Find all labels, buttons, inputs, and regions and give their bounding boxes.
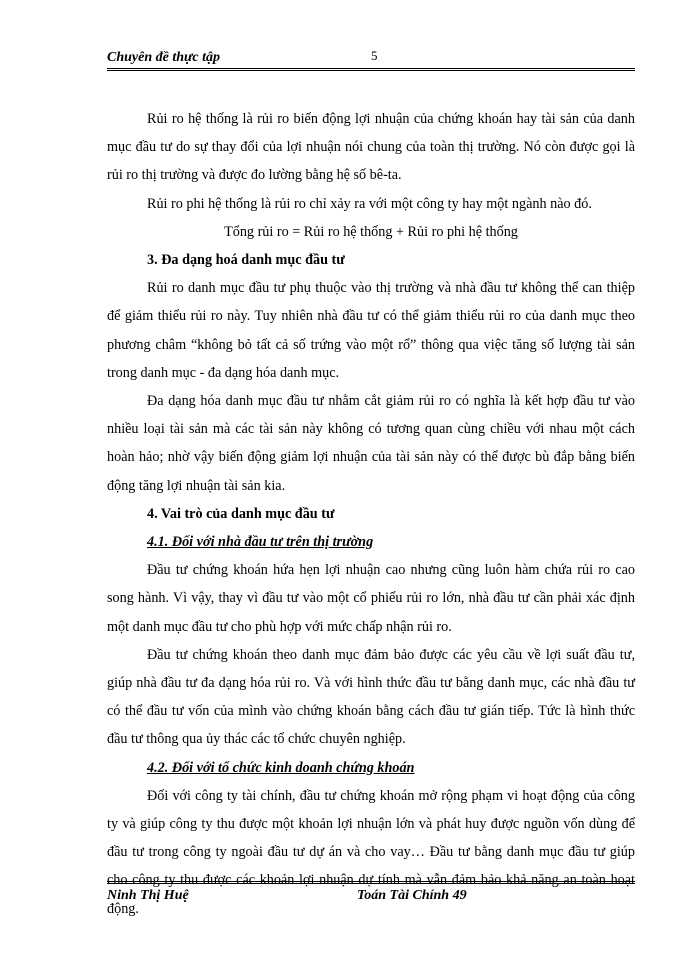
- header-title: Chuyên đề thực tập: [107, 50, 221, 65]
- subsection-heading-4-1: 4.1. Đối với nhà đầu tư trên thị trường: [147, 534, 374, 551]
- paragraph-securities-firm: Đối với công ty tài chính, đầu tư chứng khoán mở rộng phạm vi hoạt động của công ty và giúp công ty thu được một khoản lợi nhuận lớn và phát huy được nguồn vốn dùng để đầu tư trong công ty ngoài đầu tư dự án và cho vay… Đầu tư bằng danh mục đầu tư giúp cho công ty thu được các khoản lợi nhuận dự tính mà vẫn đảm bảo khả năng an toàn hoạt động.: [107, 787, 635, 917]
- section-heading-4: 4. Vai trò của danh mục đầu tư: [147, 505, 335, 522]
- footer-author: Ninh Thị Huệ: [107, 888, 189, 903]
- document-body: [107, 105, 635, 923]
- paragraph-diversification: Đa dạng hóa danh mục đầu tư nhằm cắt giảm rủi ro có nghĩa là kết hợp đầu tư vào nhiều loại tài sản mà các tài sản này không có tương quan cùng chiều với nhau một cách hoàn hảo; nhờ vậy biến động giảm lợi nhuận của tài sản này có thể được bù đắp bằng biến động tăng lợi nhuận tài sản kia.: [107, 393, 635, 494]
- page-header: [107, 44, 635, 71]
- section-heading-3: 3. Đa dạng hoá danh mục đầu tư: [147, 252, 345, 269]
- paragraph-portfolio-risk: Rủi ro danh mục đầu tư phụ thuộc vào thị trường và nhà đầu tư không thể can thiệp để giảm thiểu rủi ro này. Tuy nhiên nhà đầu tư có thể giảm thiểu rủi ro của danh mục theo phương châm “không bỏ tất cả số trứng vào một rổ” thông qua việc tăng số lượng tài sản trong danh mục - đa dạng hóa danh mục.: [107, 280, 635, 381]
- page-footer: [107, 881, 635, 906]
- paragraph-investor-1: Đầu tư chứng khoán hứa hẹn lợi nhuận cao nhưng cũng luôn hàm chứa rủi ro cao song hành. Vì vậy, thay vì đầu tư vào một cổ phiếu rủi ro lớn, nhà đầu tư cần phải xác định một danh mục đầu tư cho phù hợp với mức chấp nhận rủi ro.: [107, 562, 635, 635]
- paragraph-unsystematic-risk: Rủi ro phi hệ thống là rủi ro chỉ xảy ra với một công ty hay một ngành nào đó.: [147, 195, 592, 212]
- subsection-heading-4-2: 4.2. Đối với tổ chức kinh doanh chứng khoán: [147, 759, 415, 776]
- paragraph-investor-2: Đầu tư chứng khoán theo danh mục đảm bảo được các yêu cầu về lợi suất đầu tư, giúp nhà đầu tư đa dạng hóa rủi ro. Và với hình thức đầu tư bằng danh mục, các nhà đầu tư có thể đầu tư vốn của mình vào chứng khoán bằng cách đầu tư gián tiếp. Tức là hình thức đầu tư thông qua ủy thác các tổ chức chuyên nghiệp.: [107, 646, 635, 748]
- page-number: 5: [371, 48, 378, 63]
- formula-total-risk: Tổng rủi ro = Rủi ro hệ thống + Rủi ro phi hệ thống: [224, 223, 518, 240]
- footer-class: Toán Tài Chính 49: [357, 888, 467, 903]
- paragraph-systematic-risk: Rủi ro hệ thống là rủi ro biến động lợi nhuận của chứng khoán hay tài sản của danh mục đầu tư do sự thay đổi của lợi nhuận nói chung của toàn thị trường. Nó còn được gọi là rủi ro thị trường và được đo lường bằng hệ số bê-ta.: [107, 111, 635, 184]
